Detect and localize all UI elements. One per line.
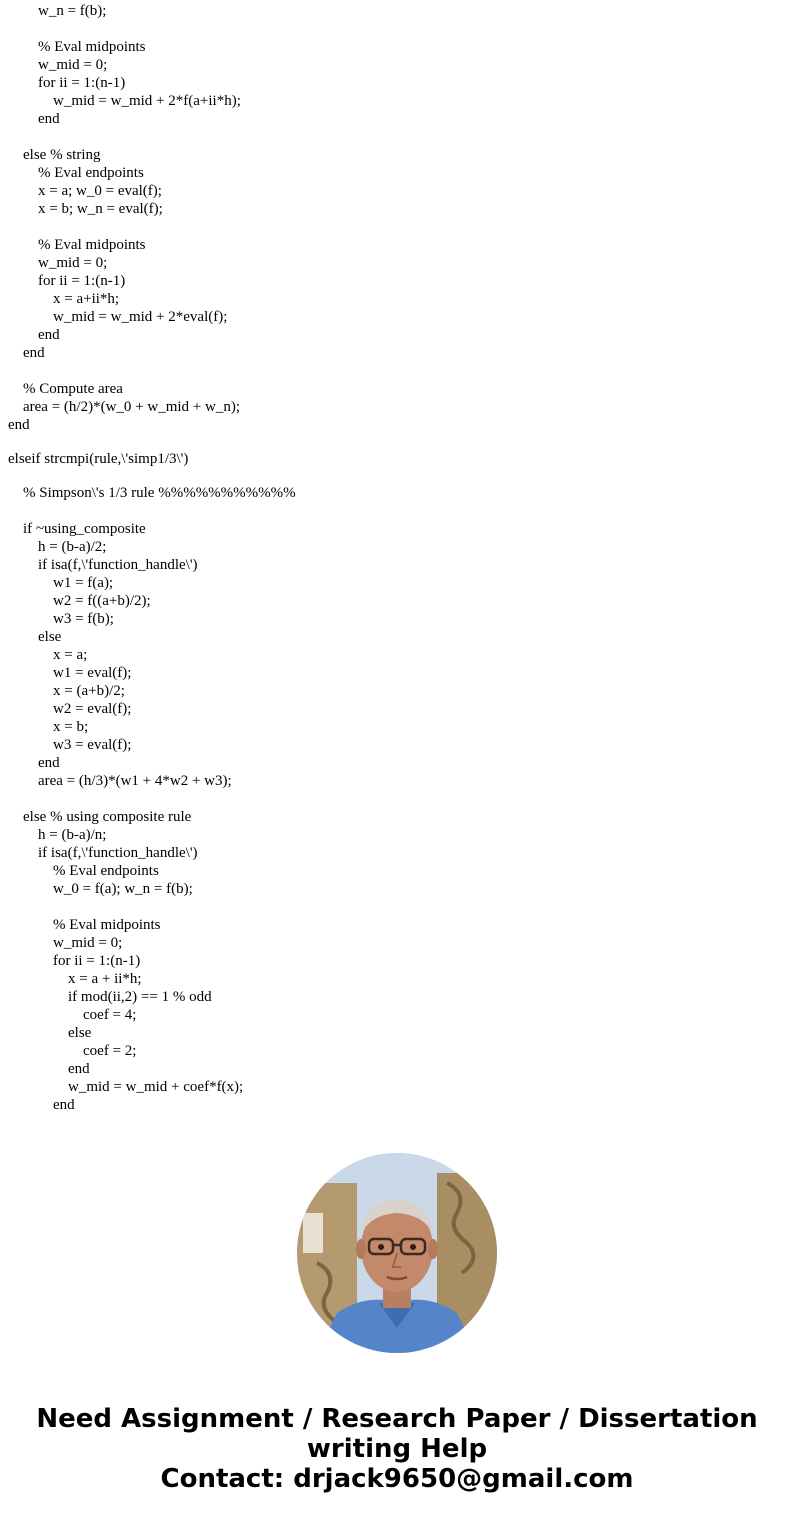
code-line: if isa(f,\'function_handle\') (8, 845, 198, 861)
code-line: area = (h/3)*(w1 + 4*w2 + w3); (8, 773, 232, 789)
code-line: % Compute area (8, 381, 123, 397)
code-line: x = (a+b)/2; (8, 683, 125, 699)
contact-line-1: Need Assignment / Research Paper / Dissertation (36, 1404, 758, 1434)
code-line: w3 = f(b); (8, 611, 114, 627)
code-line: x = a; (8, 647, 88, 663)
code-line: w1 = eval(f); (8, 665, 132, 681)
code-line: else % string (8, 147, 101, 163)
code-line: % Eval midpoints (8, 237, 146, 253)
code-line: for ii = 1:(n-1) (8, 953, 141, 969)
code-line (8, 898, 296, 916)
code-line: end (8, 1061, 90, 1077)
code-line: end (8, 755, 60, 771)
code-line: x = b; (8, 719, 89, 735)
code-line: coef = 4; (8, 1007, 137, 1023)
code-line: x = a + ii*h; (8, 971, 142, 987)
code-line: end (8, 345, 45, 361)
code-line: w3 = eval(f); (8, 737, 132, 753)
code-line: for ii = 1:(n-1) (8, 75, 126, 91)
code-line: coef = 2; (8, 1043, 137, 1059)
code-line (8, 790, 296, 808)
code-line: % Eval endpoints (8, 863, 159, 879)
contact-line-2: writing Help (306, 1434, 488, 1464)
code-line: else % using composite rule (8, 809, 192, 825)
contact-line-3: Contact: drjack9650@gmail.com (160, 1464, 634, 1494)
code-line: % Eval midpoints (8, 917, 161, 933)
code-line: if ~using_composite (8, 521, 146, 537)
code-line: h = (b-a)/2; (8, 539, 107, 555)
code-block-elseif (8, 450, 296, 468)
code-line: w_mid = 0; (8, 57, 108, 73)
code-line: x = b; w_n = eval(f); (8, 201, 163, 217)
code-line: w_mid = w_mid + 2*eval(f); (8, 309, 228, 325)
code-line: w_n = f(b); (8, 3, 107, 19)
author-avatar (297, 1153, 497, 1353)
code-line: if mod(ii,2) == 1 % odd (8, 989, 212, 1005)
code-line: w_mid = w_mid + 2*f(a+ii*h); (8, 93, 241, 109)
code-line: w_0 = f(a); w_n = f(b); (8, 881, 193, 897)
code-line (8, 502, 296, 520)
code-line: area = (h/2)*(w_0 + w_mid + w_n); (8, 399, 240, 415)
code-line: elseif strcmpi(rule,\'simp1/3\') (8, 451, 189, 467)
code-line: h = (b-a)/n; (8, 827, 107, 843)
code-line: w_mid = 0; (8, 935, 123, 951)
contact-banner (0, 1404, 794, 1494)
code-line: end (8, 327, 60, 343)
code-listing (8, 2, 296, 1114)
code-line: end (8, 417, 30, 433)
code-line: end (8, 111, 60, 127)
code-line: x = a; w_0 = eval(f); (8, 183, 162, 199)
code-line: w1 = f(a); (8, 575, 114, 591)
code-line: % Eval endpoints (8, 165, 144, 181)
code-block-trapezoid (8, 2, 296, 434)
code-line: % Eval midpoints (8, 39, 146, 55)
code-line: w2 = eval(f); (8, 701, 132, 717)
code-line: else (8, 629, 62, 645)
code-block-simpson (8, 484, 296, 1114)
code-line (8, 20, 296, 38)
code-line (8, 362, 296, 380)
code-line: x = a+ii*h; (8, 291, 120, 307)
code-line: % Simpson\'s 1/3 rule %%%%%%%%%%% (8, 485, 296, 501)
code-line: end (8, 1097, 75, 1113)
code-line: else (8, 1025, 92, 1041)
code-line (8, 128, 296, 146)
code-line: w_mid = w_mid + coef*f(x); (8, 1079, 244, 1095)
code-line: if isa(f,\'function_handle\') (8, 557, 198, 573)
author-portrait-illustration (297, 1153, 497, 1353)
code-line: w_mid = 0; (8, 255, 108, 271)
code-line: for ii = 1:(n-1) (8, 273, 126, 289)
code-line: w2 = f((a+b)/2); (8, 593, 151, 609)
code-line (8, 218, 296, 236)
